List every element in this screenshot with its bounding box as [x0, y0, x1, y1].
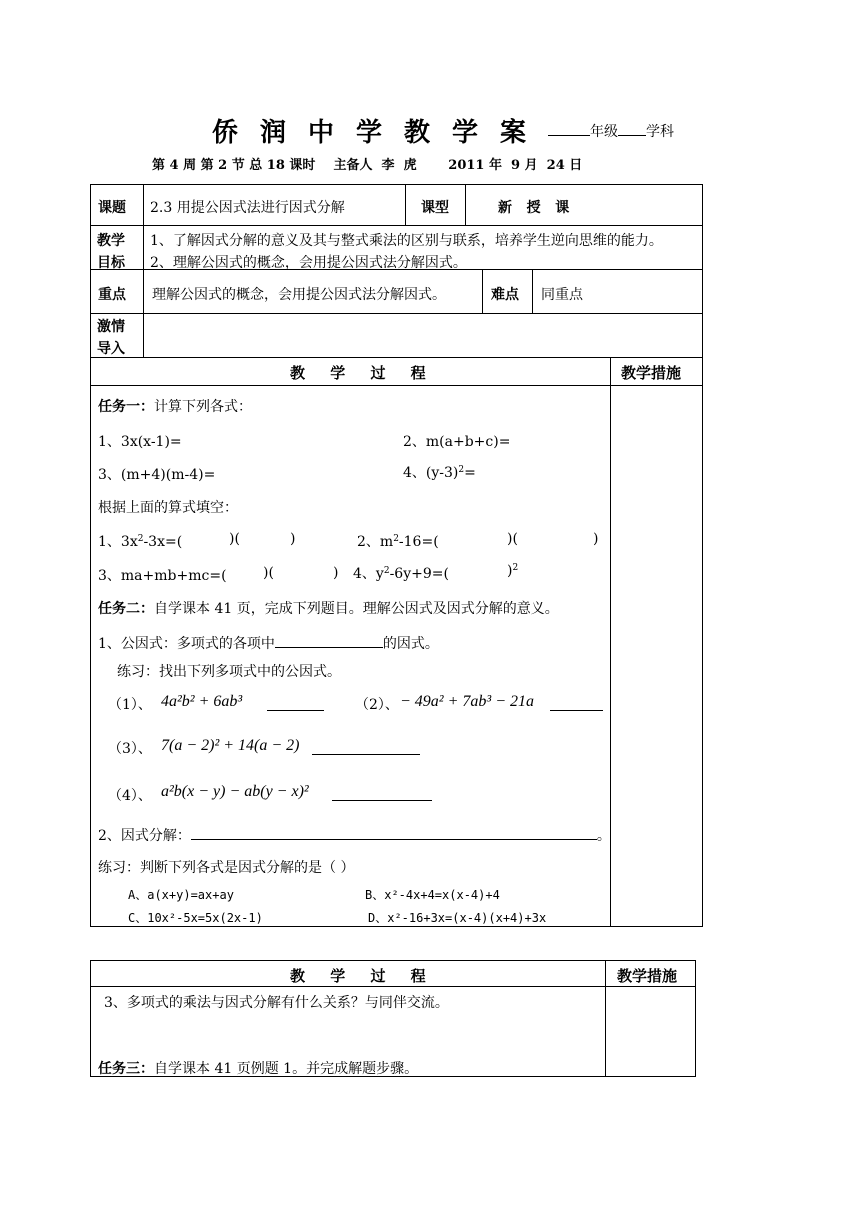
task1-q1: 1、3x(x-1)=	[98, 434, 182, 450]
p4-expr: a²b(x − y) − ab(y − x)²	[161, 783, 309, 800]
p1-label: （1）、	[108, 697, 152, 713]
goal-label-2: 目标	[97, 255, 125, 271]
type-value: 新 授 课	[498, 200, 570, 216]
task3-title: 任务三：	[98, 1061, 154, 1077]
process-header: 教 学 过 程	[290, 364, 436, 382]
fill-3-mid: )(	[263, 565, 274, 581]
f1-exp: 2	[137, 534, 144, 544]
process-header-2: 教 学 过 程	[290, 967, 436, 985]
def2-line	[98, 825, 611, 845]
p3-expr: 7(a − 2)² + 14(a − 2)	[161, 737, 300, 754]
topic-value: 2.3 用提公因式法进行因式分解	[150, 200, 345, 216]
fill-4-end	[507, 563, 518, 579]
p4-blank	[332, 786, 432, 801]
f2-a: 2、m	[357, 534, 394, 550]
table-border	[90, 184, 702, 185]
fill-2-mid: )(	[507, 531, 518, 547]
p2-expr: − 49a² + 7ab³ − 21a	[400, 693, 534, 710]
p2-blank	[550, 696, 603, 711]
task3-heading	[98, 1058, 418, 1078]
task2-instruction: 自学课本 41 页，完成下列题目。理解公因式及因式分解的意义。	[154, 601, 559, 617]
difficulty-value: 同重点	[541, 287, 583, 303]
table2-border	[605, 960, 606, 1077]
table-border	[405, 184, 406, 225]
f1-b: -3x=(	[143, 534, 183, 550]
measures-header-2: 教学措施	[617, 967, 678, 985]
fill-3-start: 3、ma+mb+mc=(	[98, 568, 227, 584]
difficulty-label: 难点	[491, 287, 519, 303]
table2-border	[695, 960, 696, 1077]
key-point-label: 重点	[98, 287, 126, 303]
goal-1: 1、了解因式分解的意义及其与整式乘法的区别与联系，培养学生逆向思维的能力。	[150, 233, 663, 249]
fill-1-mid: )(	[229, 531, 240, 547]
fill-instruction: 根据上面的算式填空：	[98, 500, 238, 516]
measures-header: 教学措施	[621, 364, 682, 382]
grade-label: 年级	[590, 124, 618, 140]
def2-end: 。	[596, 828, 611, 844]
goal-2: 2、理解公因式的概念，会用提公因式法分解因式。	[150, 255, 467, 271]
intro-label-1: 激情	[97, 319, 125, 335]
task1-heading	[98, 396, 252, 416]
f2-exp: 2	[393, 534, 399, 544]
grade-subject-line	[548, 121, 674, 141]
q4-exp: 2	[458, 465, 465, 475]
table-border	[482, 269, 483, 313]
fill-2-end: )	[593, 531, 599, 547]
f2-b: -16=(	[398, 534, 439, 550]
def2-blank	[191, 825, 597, 840]
f4-exp2: 2	[512, 563, 519, 573]
fill-4-start	[353, 563, 449, 583]
goal-label-1: 教学	[97, 233, 125, 249]
question-3: 3、多项式的乘法与因式分解有什么关系？与同伴交流。	[104, 995, 449, 1011]
def2-label: 2、因式分解：	[98, 828, 191, 844]
grade-blank	[548, 121, 590, 136]
option-b: B、x²-4x+4=x(x-4)+4	[365, 888, 500, 902]
subject-label: 学科	[646, 124, 674, 140]
p4-label: （4）、	[108, 788, 152, 804]
table-border	[465, 184, 466, 225]
task1-q4	[403, 462, 476, 482]
judge-instruction: 练习：判断下列各式是因式分解的是（ ）	[98, 860, 355, 876]
p3-label: （3）、	[108, 741, 152, 757]
p3-blank	[312, 740, 420, 755]
p1-expr: 4a²b² + 6ab³	[161, 693, 243, 710]
f1-a: 1、3x	[98, 534, 138, 550]
fill-2-start	[357, 531, 439, 551]
p1-blank	[267, 696, 324, 711]
fill-3-end: )	[333, 565, 339, 581]
table-border	[90, 313, 702, 314]
def1-line	[98, 633, 439, 653]
def1-blank	[275, 633, 383, 648]
task1-q3: 3、(m+4)(m-4)=	[98, 467, 216, 483]
fill-1-start	[98, 531, 182, 551]
task1-q2: 2、m(a+b+c)=	[403, 434, 511, 450]
f4-c: )	[507, 563, 513, 579]
option-a: A、a(x+y)=ax+ay	[128, 888, 234, 902]
table-border	[143, 184, 144, 357]
task2-title: 任务二：	[98, 601, 154, 617]
key-point-value: 理解公因式的概念，会用提公因式法分解因式。	[152, 287, 446, 303]
table-border	[90, 184, 91, 927]
task2-heading	[98, 598, 559, 618]
task3-text: 自学课本 41 页例题 1。并完成解题步骤。	[154, 1061, 419, 1077]
task1-instruction: 计算下列各式：	[154, 399, 252, 415]
table-border	[532, 269, 533, 313]
table2-border	[90, 960, 91, 1077]
lesson-info-line: 第 4 周 第 2 节 总 18 课时 主备人 李 虎 2011 年 9 月 24 日	[152, 158, 583, 173]
task1-title: 任务一：	[98, 399, 154, 415]
f4-exp: 2	[383, 566, 390, 576]
option-c: C、10x²-5x=5x(2x-1)	[128, 911, 263, 925]
fill-1-end: )	[290, 531, 296, 547]
table-border	[90, 225, 702, 226]
def1-a: 1、公因式：多项式的各项中	[98, 636, 275, 652]
intro-label-2: 导入	[97, 341, 125, 357]
def1-b: 的因式。	[382, 636, 439, 652]
f4-a: 4、y	[353, 566, 384, 582]
f4-b: -6y+9=(	[389, 566, 449, 582]
topic-label: 课题	[98, 200, 126, 216]
option-d: D、x²-16+3x=(x-4)(x+4)+3x	[368, 911, 547, 925]
page-title: 侨润中学教学案	[212, 118, 549, 148]
p2-label: （2）、	[355, 697, 399, 713]
q4-prefix: 4、(y-3)	[403, 465, 459, 481]
table-border	[702, 184, 703, 927]
type-label: 课型	[421, 200, 449, 216]
practice-1-instruction: 练习：找出下列多项式中的公因式。	[117, 664, 341, 680]
subject-blank	[618, 121, 646, 136]
q4-suffix: =	[464, 465, 476, 481]
